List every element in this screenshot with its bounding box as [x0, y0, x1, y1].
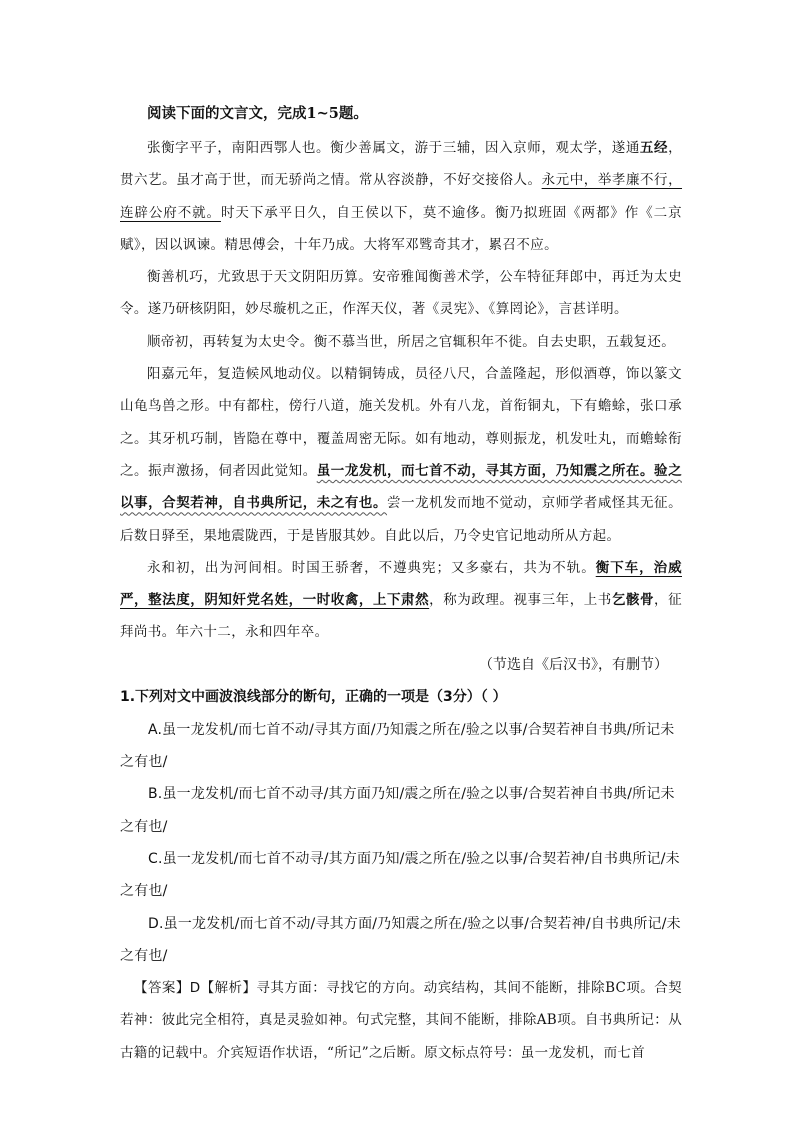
question-1-option-a: A.虽一龙发机/而七首不动/寻其方面/乃知震之所在/验之以事/合契若神自书典/所记未之有也/ — [120, 721, 675, 771]
passage-paragraph-5 — [120, 552, 682, 649]
section-heading: 阅读下面的文言文，完成1~5题。 — [147, 105, 368, 122]
answer-tag: 【答案】D【解析】 — [134, 980, 257, 997]
source-note: （节选自《后汉书》，有删节） — [479, 656, 668, 673]
passage-paragraph-3: 顺帝初，再转复为太史令。衡不慕当世，所居之官辄积年不徙。自去史职，五载复还。 — [147, 333, 676, 350]
p5-text-c: ，称为政理。视事三年，上书 — [429, 592, 612, 609]
question-1-option-d: D.虽一龙发机/而七首不动/寻其方面/乃知震之所在/验之以事/合契若神/自书典所记/未之有也/ — [120, 915, 681, 964]
p5-text-e: ，征拜尚书。年六十二，永和四年卒。 — [120, 592, 683, 641]
p1-text-c: ，贯六艺。虽才高于世，而无骄尚之情。常从容淡静，不好交接俗人。 — [120, 140, 682, 189]
passage-paragraph-2: 衡善机巧，尤致思于天文阴阳历算。安帝雅闻衡善术学，公车特征拜郎中，再迁为太史令。遂乃研核阴阳，妙尽璇机之正，作浑天仪，著《灵宪》、《算罔论》，言甚详明。 — [120, 269, 682, 318]
answer-explanation: 寻其方面：寻找它的方向。动宾结构，其间不能断，排除BC项。合契若神：彼此完全相符，真是灵验如神。句式完整，其间不能断，排除AB项。自书典所记：从古籍的记载中。介宾短语作状语，“所记”之后断。原文标点符号：虽一龙发机，而七首 — [120, 980, 682, 1061]
question-1-option-b: B.虽一龙发机/而七首不动寻/其方面乃知/震之所在/验之以事/合契若神自书典/所记未之有也/ — [120, 786, 675, 835]
p4-text-a: 阳嘉元年，复造候风地动仪。以精铜铸成，员径八尺，合盖隆起，形似酒尊，饰以篆文山龟鸟兽之形。中有都柱，傍行八道，施关发机。外有八龙，首衔铜丸，下有蟾蜍，张口承之。其牙机巧制，皆隐在尊中，覆盖周密无际。如有地动，尊则振龙，机发吐丸，而蟾蜍衔之。振声激扬，伺者因此觉知。 — [120, 366, 682, 479]
question-1-stem: 1.下列对文中画波浪线部分的断句，正确的一项是（3分）（ ） — [120, 688, 507, 705]
p1-text-a: 张衡字平子，南阳西鄂人也。衡少善属文，游于三辅，因入京师，观太学，遂通 — [147, 140, 640, 156]
p4-text-c: 尝一龙机发而地不觉动，京师学者咸怪其无征。后数日驿至，果地震陇西，于是皆服其妙。自此以后，乃令史官记地动所从方起。 — [120, 495, 682, 544]
question-1-option-c: C.虽一龙发机/而七首不动寻/其方面乃知/震之所在/验之以事/合契若神/自书典所记/未之有也/ — [120, 850, 680, 900]
passage-paragraph-4 — [120, 358, 682, 552]
p1-bold-wujing: 五经 — [639, 140, 669, 156]
question-1-answer — [120, 972, 682, 1069]
p1-underlined-sentence: 永元中，举孝廉不行，连辟公府不就。 — [120, 172, 683, 221]
document-content — [120, 96, 682, 1069]
passage-paragraph-1 — [120, 132, 682, 261]
p5-text-a: 永和初，出为河间相。时国王骄奢，不遵典宪；又多豪右，共为不轨。 — [147, 559, 596, 576]
p5-bold-qihaigu: 乞骸骨 — [611, 592, 655, 609]
p5-underlined-sentence: 衡下车，治威严，整法度，阴知奸党名姓，一时收禽，上下肃然 — [120, 559, 682, 609]
p4-wavy-sentence: 虽一龙发机，而七首不动，寻其方面，乃知震之所在。验之以事，合契若神，自书典所记，未之有也。 — [120, 462, 682, 512]
p1-text-e: 时天下承平日久，自王侯以下，莫不逾侈。衡乃拟班固《两都》作《二京赋》，因以讽谏。精思傅会，十年乃成。大将军邓骘奇其才，累召不应。 — [120, 204, 682, 253]
